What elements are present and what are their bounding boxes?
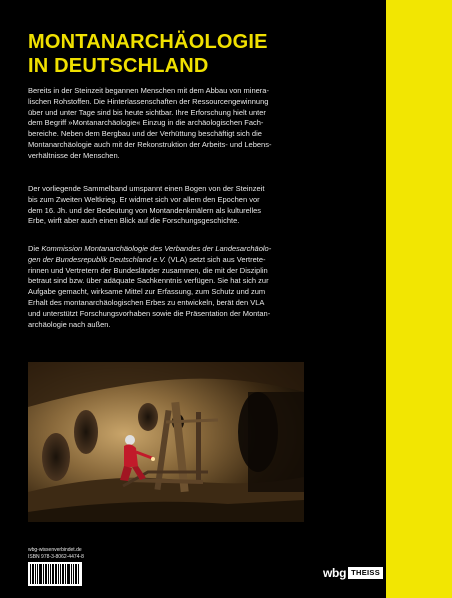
yellow-spine (386, 0, 452, 598)
title-line-1: MONTANARCHÄOLOGIE (28, 31, 268, 53)
commission-name: Kommission Montanarchäologie des Verbandes der Landesarchäolo- (41, 244, 272, 253)
logo-wbg: wbg (323, 566, 347, 580)
text-line: und unterstützt Forschungsvorhaben sowie die Präsentation der Montan- (28, 308, 271, 318)
text-line: bereiche. Neben dem Bergbau und der Verhüttung beschäftigt sich die (28, 129, 262, 139)
publisher-logo (323, 566, 383, 580)
text-line: rinnen und Vertretern der Bundesländer zusammen, die mit der Disziplin (28, 265, 268, 275)
text-line: Bereits in der Steinzeit begannen Menschen mit dem Abbau von minera- (28, 86, 269, 95)
text-line: archäologie nach außen. (28, 319, 111, 329)
text-line: betraut sind bzw. über adäquate Sachkenntnis verfügen. Sie hat sich zur (28, 276, 269, 286)
text-run: (VLA) setzt sich aus Vertrete- (165, 254, 266, 264)
text-line: Der vorliegende Sammelband umspannt einen Bogen von der Steinzeit (28, 184, 265, 193)
blurb-paragraph-1 (28, 86, 364, 162)
text-run: Die (28, 244, 42, 253)
text-line (28, 244, 364, 255)
book-title (28, 30, 368, 78)
text-line: über und unter Tage sind bis heute sichtbar. Ihre Erforschung hielt unter (28, 107, 266, 117)
website-url: wbg-wissenverbindet.de (28, 547, 82, 553)
blurb-paragraph-3 (28, 244, 364, 330)
title-line-2: IN DEUTSCHLAND (28, 55, 209, 77)
mine-tunnel-illustration (28, 362, 304, 522)
mine-tunnel-photo (28, 362, 304, 522)
text-line: verhältnisse der Menschen. (28, 150, 120, 160)
text-line: Montanarchäologie auch mit der Rekonstruktion der Arbeits- und Lebens- (28, 139, 272, 149)
text-line: Aufgabe gemacht, wirksame Mittel zur Erfassung, zum Schutz und zum (28, 287, 266, 297)
text-line: bis zum Zweiten Weltkrieg. Er widmet sich vor allem den Epochen vor (28, 194, 260, 204)
text-line: dem 16. Jh. und der Bedeutung von Montandenkmälern als kulturelles (28, 205, 262, 215)
text-line: lischen Rohstoffen. Die Hinterlassenschaften der Ressourcengewinnung (28, 96, 269, 106)
isbn-number: ISBN 978-3-8062-4474-8 (28, 554, 84, 560)
blurb-paragraph-2 (28, 184, 364, 227)
text-line: Erbe, wirft aber auch einen Blick auf die Forschungsgeschichte. (28, 216, 240, 226)
logo-theiss: THEISS (348, 567, 383, 579)
text-line: Erhalt des montanarchäologischen Erbes zu entwickeln, berät den VLA (28, 297, 265, 307)
text-line: dem Begriff »Montanarchäologie« Einzug in die archäologischen Fach- (28, 118, 264, 128)
text-line (28, 255, 364, 266)
barcode (28, 562, 82, 586)
commission-name-cont: gen der Bundesrepublik Deutschland e.V. (28, 254, 166, 264)
